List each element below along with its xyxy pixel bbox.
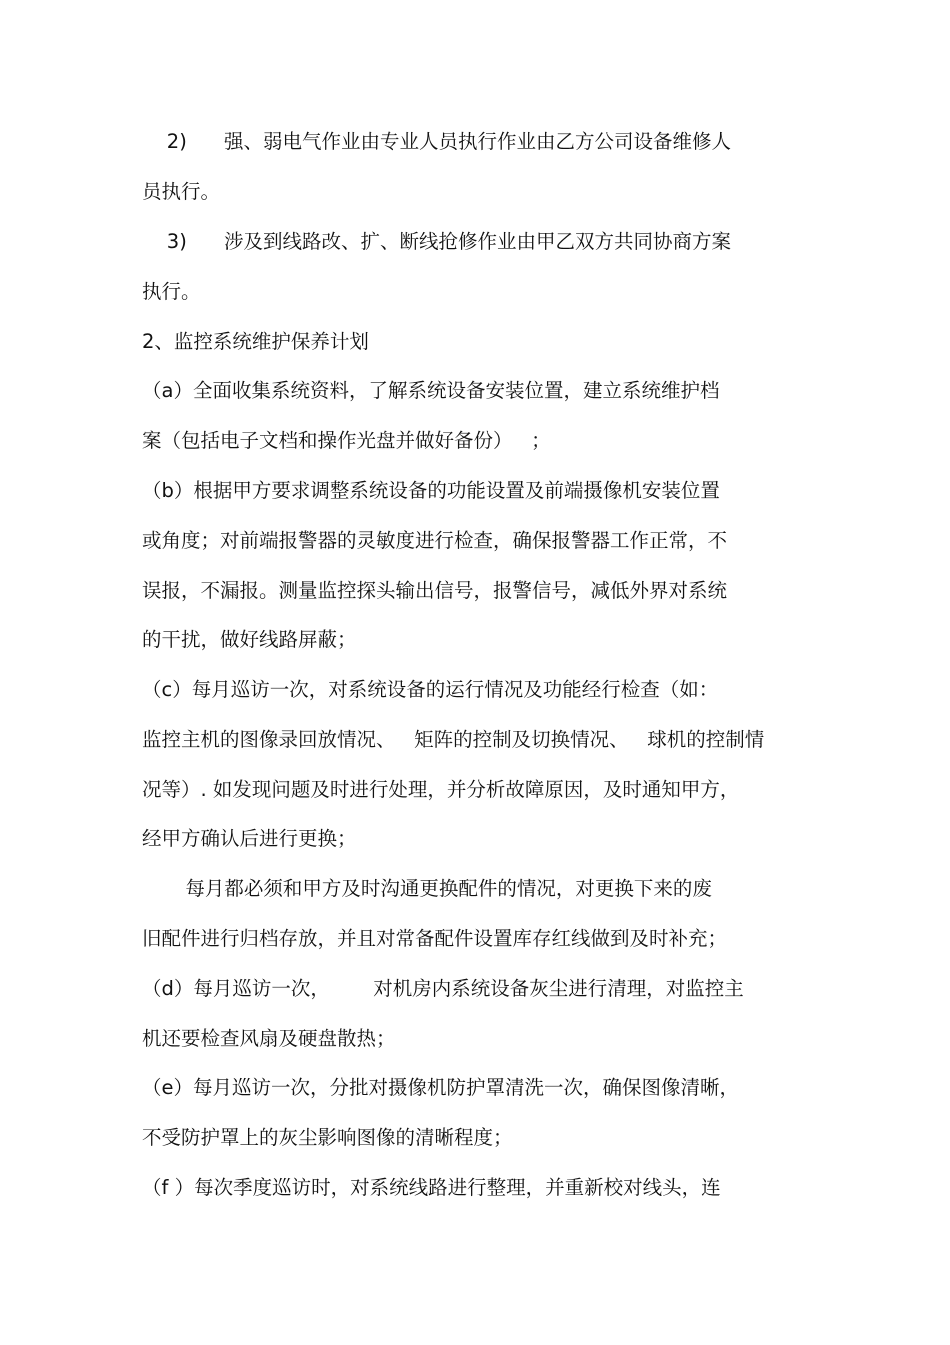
text-line: 经甲方确认后进行更换；	[142, 827, 357, 850]
text-line: （d）每月巡访一次， 对机房内系统设备灰尘进行清理，对监控主	[142, 977, 744, 1000]
text-line: 3) 涉及到线路改、扩、断线抢修作业由甲乙双方共同协商方案	[142, 230, 731, 253]
text-line: 执行。	[142, 280, 201, 303]
text-line: （a）全面收集系统资料，了解系统设备安装位置，建立系统维护档	[142, 379, 720, 402]
text-line: 2) 强、弱电气作业由专业人员执行作业由乙方公司设备维修人	[142, 130, 731, 153]
text-line: 员执行。	[142, 180, 221, 203]
text-line: 案（包括电子文档和操作光盘并做好备份） ；	[142, 429, 551, 452]
text-line: （f ）每次季度巡访时，对系统线路进行整理，并重新校对线头，连	[142, 1176, 721, 1199]
section-heading: 2、监控系统维护保养计划	[142, 330, 369, 353]
text-line: （b）根据甲方要求调整系统设备的功能设置及前端摄像机安装位置	[142, 479, 720, 502]
text-line: 机还要检查风扇及硬盘散热；	[142, 1027, 396, 1050]
text-line: 旧配件进行归档存放，并且对常备配件设置库存红线做到及时补充；	[142, 927, 728, 950]
text-line: 不受防护罩上的灰尘影响图像的清晰程度；	[142, 1126, 513, 1149]
text-line: 每月都必须和甲方及时沟通更换配件的情况，对更换下来的废	[142, 877, 712, 900]
text-line: （e）每月巡访一次，分批对摄像机防护罩清洗一次，确保图像清晰，	[142, 1076, 739, 1099]
text-line: 或角度；对前端报警器的灵敏度进行检查，确保报警器工作正常，不	[142, 529, 728, 552]
text-line: 监控主机的图像录回放情况、 矩阵的控制及切换情况、 球机的控制情	[142, 728, 765, 751]
text-line: 误报，不漏报。测量监控探头输出信号，报警信号，减低外界对系统	[142, 579, 728, 602]
text-line: 的干扰，做好线路屏蔽；	[142, 628, 357, 651]
text-line: 况等）. 如发现问题及时进行处理，并分析故障原因，及时通知甲方，	[142, 778, 740, 801]
text-line: （c）每月巡访一次，对系统设备的运行情况及功能经行检查（如：	[142, 678, 719, 701]
